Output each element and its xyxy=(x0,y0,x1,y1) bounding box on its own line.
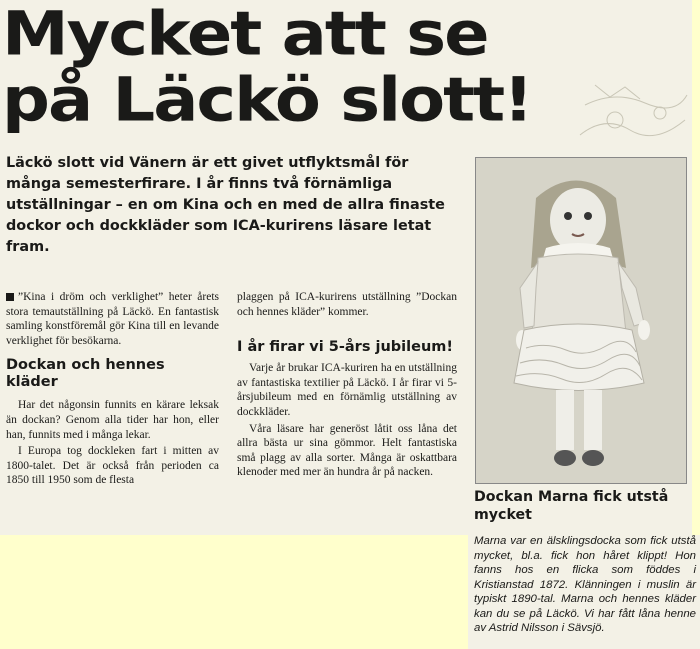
caption-title: Dockan Marna fick utstå mycket xyxy=(474,489,669,523)
square-bullet-icon xyxy=(6,293,14,301)
body-paragraph: I Europa tog dockleken fart i mitten av 1800-talet. Det är också från perioden ca 1850 till 1950 som de flesta xyxy=(6,445,219,487)
text-column-2 xyxy=(237,290,457,482)
intro-text: ”Kina i dröm och verklighet” heter årets stora temautställning på Läckö. En fantastisk samling konstföremål gör Kina till en levande verklighet för besökarna. xyxy=(6,291,219,347)
body-paragraph: plaggen på ICA-kurirens utställning ”Dockan och hennes kläder” kommer. xyxy=(237,291,457,318)
body-paragraph: Har det någonsin funnits en kärare leksak än dockan? Genom alla tider har hon, eller han, funnits med i många lekar. xyxy=(6,399,219,441)
caption-text: Marna var en älsklingsdocka som fick utstå mycket, bl.a. fick hon håret klippt! Hon fanns hos en flicka som föddes i Kristianstad 1872. Klänningen i muslin är typiskt 1890-tal. Marna och hennes kläder kan du se på Läckö. Vi har fått låna henne av Astrid Nilsson i Sävsjö. xyxy=(474,535,696,634)
intro-paragraph xyxy=(6,290,219,348)
subheading-jubileum: I år firar vi 5-års jubileum! xyxy=(237,339,453,356)
doll-photo xyxy=(475,157,687,484)
headline-line-1: Mycket att se xyxy=(2,0,488,69)
body-paragraph: Varje år brukar ICA-kuriren ha en utställning av fantastiska textilier på Läckö. I år firar vi 5-årsjubileum med en förnämlig utställning av dockkläder. xyxy=(237,362,457,418)
faint-illustration xyxy=(575,75,690,147)
subheading-dockan: Dockan och hennes kläder xyxy=(6,357,165,391)
lead-paragraph: Läckö slott vid Vänern är ett givet utflyktsmål för många semesterfirare. I år finns två förnämliga utställningar – en om Kina och en med de allra finaste dockor och dockkläder som ICA-kurirens läsare letat fram. xyxy=(6,155,445,255)
doll-illustration xyxy=(476,158,686,483)
text-column-1 xyxy=(6,290,219,490)
body-paragraph: Våra läsare har generöst låtit oss låna det allra bästa ur sina gömmor. Helt fantastiska små plagg av alla sorter. Många är oskattbara klenoder med mer än hundra år på nacken. xyxy=(237,422,457,479)
headline-line-2: på Läckö slott! xyxy=(2,64,532,135)
